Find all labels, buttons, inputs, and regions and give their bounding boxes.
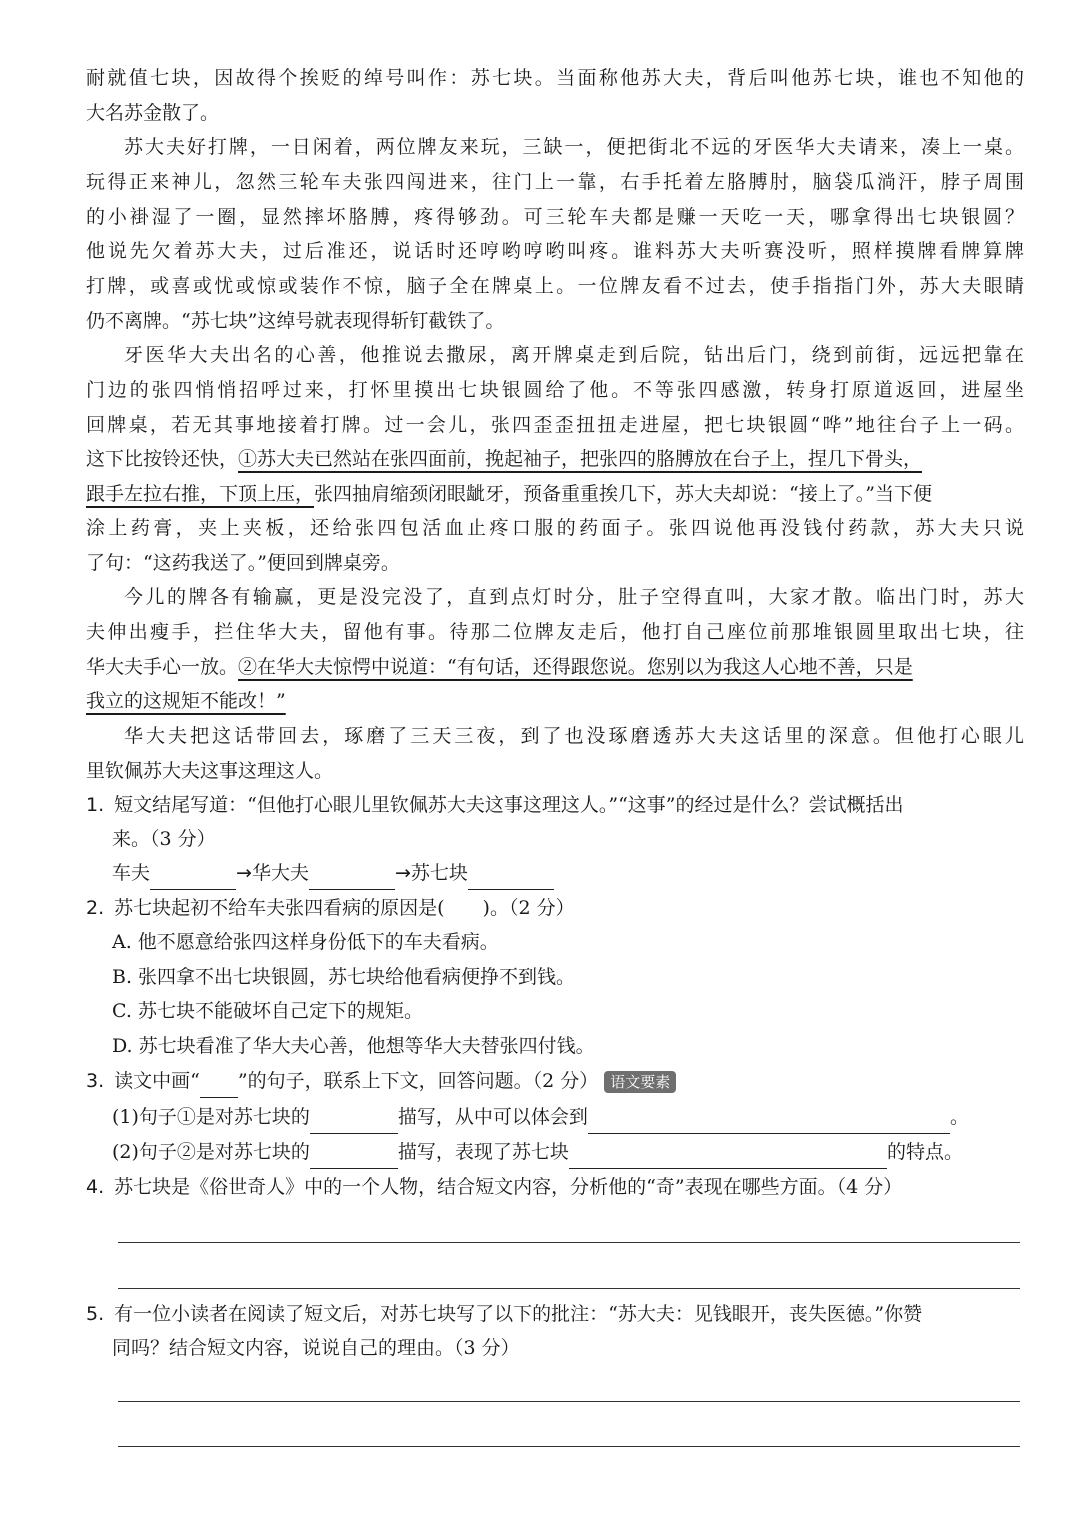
- passage-line: 今儿的牌各有输赢，更是没完没了，直到点灯时分，肚子空得直叫，大家才散。临出门时，苏大: [124, 586, 1024, 608]
- passage-line: [86, 443, 1024, 476]
- question-number: 1.: [86, 794, 105, 816]
- passage-line: 里钦佩苏大夫这事这理这人。: [86, 760, 334, 782]
- answer-blank[interactable]: [310, 1111, 398, 1134]
- question-number: 2.: [86, 897, 105, 919]
- passage-line: 涂上药膏，夹上夹板，还给张四包活血止疼口服的药面子。张四说他再没钱付药款，苏大夫只说: [86, 517, 1024, 539]
- chain-label-driver: 车夫: [112, 862, 151, 884]
- question-5-line2: 同吗？结合短文内容，说说自己的理由。（3 分）: [112, 1337, 520, 1359]
- answer-line[interactable]: [118, 1242, 1020, 1243]
- question-2-stem: 苏七块起初不给车夫张四看病的原因是( )。（2 分）: [114, 897, 575, 919]
- answer-blank[interactable]: [588, 1111, 950, 1134]
- answer-line[interactable]: [118, 1446, 1020, 1447]
- sub1-end: 。: [949, 1106, 969, 1128]
- answer-chain: [112, 857, 554, 890]
- question-3-line: [86, 1065, 1024, 1098]
- question-number: 3.: [86, 1070, 105, 1092]
- arrow-icon: →: [394, 862, 411, 884]
- passage-line: 仍不离牌。“苏七块”这绰号就表现得斩钉截铁了。: [86, 310, 505, 332]
- passage-line: 回牌桌，若无其事地接着打牌。过一会儿，张四歪歪扭扭走进屋，把七块银圆“哗”地往台子上一码。: [86, 414, 1024, 436]
- badge-yuwen-yaosu: 语文要素: [604, 1071, 676, 1093]
- passage-text: 这下比按铃还快，: [86, 448, 239, 470]
- question-2-line: [86, 892, 1024, 925]
- answer-blank[interactable]: [309, 867, 395, 890]
- underlined-sentence-2: ②在华大夫惊愕中说道：“有句话，还得跟您说。您别以为我这人心地不善，只是: [238, 656, 913, 678]
- option-d[interactable]: D. 苏七块看准了华大夫心善，他想等华大夫替张四付钱。: [112, 1035, 595, 1057]
- passage-line: 牙医华大夫出名的心善，他推说去撒尿，离开牌桌走到后院，钻出后门，绕到前街，远远把靠在: [124, 344, 1024, 366]
- passage-line: 华大夫把这话带回去，琢磨了三天三夜，到了也没琢磨透苏大夫这话里的深意。但他打心眼儿: [124, 725, 1024, 747]
- passage-line: 玩得正来神儿，忽然三轮车夫张四闯进来，往门上一靠，右手托着左胳膊肘，脑袋瓜淌汗，脖子周围: [86, 171, 1024, 193]
- question-number: 4.: [86, 1176, 105, 1198]
- passage-text: 华大夫手心一放。: [86, 656, 239, 678]
- answer-blank[interactable]: [468, 867, 554, 890]
- question-5-line: [86, 1298, 1024, 1331]
- underline-mark: [200, 1077, 238, 1098]
- underlined-sentence-1-cont: 跟手左拉右推，下顶上压，: [86, 483, 315, 505]
- passage-text: 张四抽肩缩颈闭眼龇牙，预备重重挨几下，苏大夫却说：“接上了。”当下便: [314, 483, 932, 505]
- question-3-sub1: [112, 1101, 969, 1134]
- sub2-text-a: (2)句子②是对苏七块的: [112, 1141, 310, 1163]
- option-a[interactable]: A. 他不愿意给张四这样身份低下的车夫看病。: [112, 931, 499, 953]
- option-c[interactable]: C. 苏七块不能破坏自己定下的规矩。: [112, 1000, 423, 1022]
- sub2-end: 的特点。: [886, 1141, 963, 1163]
- passage-line: 耐就值七块，因故得个挨贬的绰号叫作：苏七块。当面称他苏大夫，背后叫他苏七块，谁也不知他的: [86, 67, 1024, 89]
- passage-line: 大名苏金散了。: [86, 102, 220, 124]
- question-1-stem: 短文结尾写道：“但他打心眼儿里钦佩苏大夫这事这理这人。”“这事”的经过是什么？尝试概括出: [114, 794, 904, 816]
- underlined-sentence-2-cont: 我立的这规矩不能改！”: [86, 690, 286, 712]
- answer-line[interactable]: [118, 1401, 1020, 1402]
- passage-line: [86, 685, 1024, 718]
- question-3-stem-b: ”的句子，联系上下文，回答问题。（2 分）: [237, 1070, 599, 1092]
- answer-line[interactable]: [118, 1288, 1020, 1289]
- question-4-line: [86, 1171, 1024, 1204]
- underlined-sentence-1: ①苏大夫已然站在张四面前，挽起袖子，把张四的胳膊放在台子上，捏几下骨头，: [238, 448, 923, 470]
- passage-line: 门边的张四悄悄招呼过来，打怀里摸出七块银圆给了他。不等张四感激，转身打原道返回，进屋坐: [86, 379, 1024, 401]
- sub1-text-b: 描写，从中可以体会到: [397, 1106, 588, 1128]
- chain-label-su: 苏七块: [410, 862, 468, 884]
- arrow-icon: →: [236, 862, 252, 884]
- passage-line: 的小褂湿了一圈，显然摔坏胳膊，疼得够劲。可三轮车夫都是赚一天吃一天，哪拿得出七块银圆？: [86, 206, 1024, 228]
- answer-blank[interactable]: [569, 1146, 887, 1169]
- question-number: 5.: [86, 1303, 105, 1325]
- passage-line: [86, 478, 1024, 511]
- question-3-sub2: [112, 1136, 963, 1169]
- question-1-line2: 来。（3 分）: [112, 828, 216, 850]
- question-1-line: [86, 789, 1024, 822]
- question-5-stem: 有一位小读者在阅读了短文后，对苏七块写了以下的批注：“苏大夫：见钱眼开，丧失医德。”你赞: [114, 1303, 923, 1325]
- passage-line: 打牌，或喜或忧或惊或装作不惊，脑子全在牌桌上。一位牌友看不过去，使手指指门外，苏大夫眼睛: [86, 275, 1024, 297]
- question-3-stem-a: 读文中画“: [114, 1070, 200, 1092]
- option-b[interactable]: B. 张四拿不出七块银圆，苏七块给他看病便挣不到钱。: [112, 966, 576, 988]
- answer-blank[interactable]: [310, 1146, 398, 1169]
- chain-label-hua: 华大夫: [251, 862, 309, 884]
- sub2-text-b: 描写，表现了苏七块: [397, 1141, 569, 1163]
- sub1-text-a: (1)句子①是对苏七块的: [112, 1106, 310, 1128]
- passage-line: 了句：“这药我送了。”便回到牌桌旁。: [86, 552, 400, 574]
- question-4-stem: 苏七块是《俗世奇人》中的一个人物，结合短文内容，分析他的“奇”表现在哪些方面。（4 分）: [114, 1176, 903, 1198]
- answer-blank[interactable]: [150, 867, 236, 890]
- passage-line: [86, 651, 1024, 684]
- passage-line: 苏大夫好打牌，一日闲着，两位牌友来玩，三缺一，便把街北不远的牙医华大夫请来，凑上一桌。: [124, 136, 1024, 158]
- passage-line: 夫伸出瘦手，拦住华大夫，留他有事。待那二位牌友走后，他打自己座位前那堆银圆里取出七块，往: [86, 621, 1024, 643]
- passage-line: 他说先欠着苏大夫，过后准还，说话时还哼哟哼哟叫疼。谁料苏大夫听赛没听，照样摸牌看牌算牌: [86, 240, 1024, 262]
